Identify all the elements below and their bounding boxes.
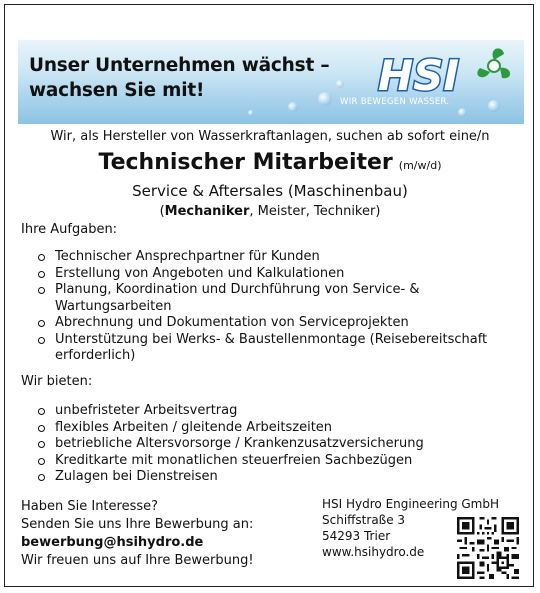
bullet-icon (38, 337, 45, 344)
company-street: Schiffstraße 3 (322, 513, 406, 527)
list-item (38, 436, 523, 453)
offers-list (38, 403, 523, 486)
tasks-heading: Ihre Aufgaben: (21, 222, 118, 237)
bullet-icon (38, 254, 45, 261)
water-bubble (288, 102, 298, 112)
bullet-icon (38, 287, 45, 294)
logo-slogan: WIR BEWEGEN WASSER. (340, 97, 450, 107)
contact-block (21, 498, 254, 570)
water-bubble (488, 100, 500, 112)
list-item (38, 266, 523, 283)
bullet-icon (38, 271, 45, 278)
contact-closing: Wir freuen uns auf Ihre Bewerbung! (21, 553, 254, 568)
tasks-list (38, 249, 523, 365)
job-title-text: Technischer Mitarbeiter (98, 150, 393, 175)
header-banner (18, 40, 524, 124)
list-item (38, 469, 523, 486)
list-item-text: Zulagen bei Dienstreisen (55, 469, 218, 484)
hsi-logo (376, 46, 516, 98)
banner-headline (29, 53, 329, 103)
water-bubble (458, 108, 467, 117)
job-subtitle: Service & Aftersales (Maschinenbau) (132, 182, 408, 200)
turbine-icon (477, 48, 510, 78)
roles-open: ( (159, 204, 165, 219)
list-item-text: betriebliche Altersvorsorge / Krankenzusatzversicherung (55, 436, 424, 451)
list-item-text: Technischer Ansprechpartner für Kunden (55, 249, 320, 264)
list-item (38, 332, 523, 365)
contact-instruction: Senden Sie uns Ihre Bewerbung an: (21, 517, 254, 532)
company-website-link[interactable]: www.hsihydro.de (322, 545, 425, 559)
list-item-text: Kreditkarte mit monatlichen steuerfreien Sachbezügen (55, 452, 413, 468)
roles-primary: Mechaniker (164, 204, 250, 219)
company-name: HSI Hydro Engineering GmbH (322, 497, 500, 511)
contact-question: Haben Sie Interesse? (21, 499, 159, 514)
water-bubble (248, 110, 254, 116)
list-item (38, 249, 523, 266)
bullet-icon (38, 441, 45, 448)
headline-line-1: Unser Unternehmen wächst – (29, 55, 330, 76)
application-email-link[interactable]: bewerbung@hsihydro.de (21, 535, 204, 550)
roles-rest: , Meister, Techniker) (249, 204, 381, 219)
logo-wordmark: HSI (378, 51, 460, 98)
gender-note: (m/w/d) (398, 159, 442, 172)
job-title (0, 150, 540, 175)
list-item (38, 453, 523, 470)
bullet-icon (38, 458, 45, 465)
list-item-text: Abrechnung und Dokumentation von Serviceprojekten (55, 315, 409, 330)
list-item-text: Erstellung von Angeboten und Kalkulationen (55, 265, 345, 281)
offers-heading: Wir bieten: (21, 374, 93, 389)
bullet-icon (38, 408, 45, 415)
list-item-text: unbefristeter Arbeitsvertrag (55, 403, 238, 418)
bullet-icon (38, 474, 45, 481)
list-item-text: flexibles Arbeiten / gleitende Arbeitszeiten (55, 419, 333, 435)
list-item-text: Unterstützung bei Werks- & Baustellenmontage (Reisebereitschaft erforderlich) (55, 331, 488, 363)
water-bubble (336, 80, 344, 88)
headline-line-2: wachsen Sie mit! (29, 80, 205, 101)
qr-code[interactable] (457, 517, 519, 579)
list-item (38, 420, 523, 437)
job-roles (0, 204, 540, 219)
list-item (38, 315, 523, 332)
list-item (38, 403, 523, 420)
list-item-text: Planung, Koordination und Durchführung von Service- & Wartungsarbeiten (55, 282, 420, 314)
bullet-icon (38, 425, 45, 432)
company-city: 54293 Trier (322, 529, 391, 543)
intro-text: Wir, als Hersteller von Wasserkraftanlagen, suchen ab sofort eine/n (50, 129, 490, 144)
list-item (38, 282, 485, 315)
bullet-icon (38, 320, 45, 327)
